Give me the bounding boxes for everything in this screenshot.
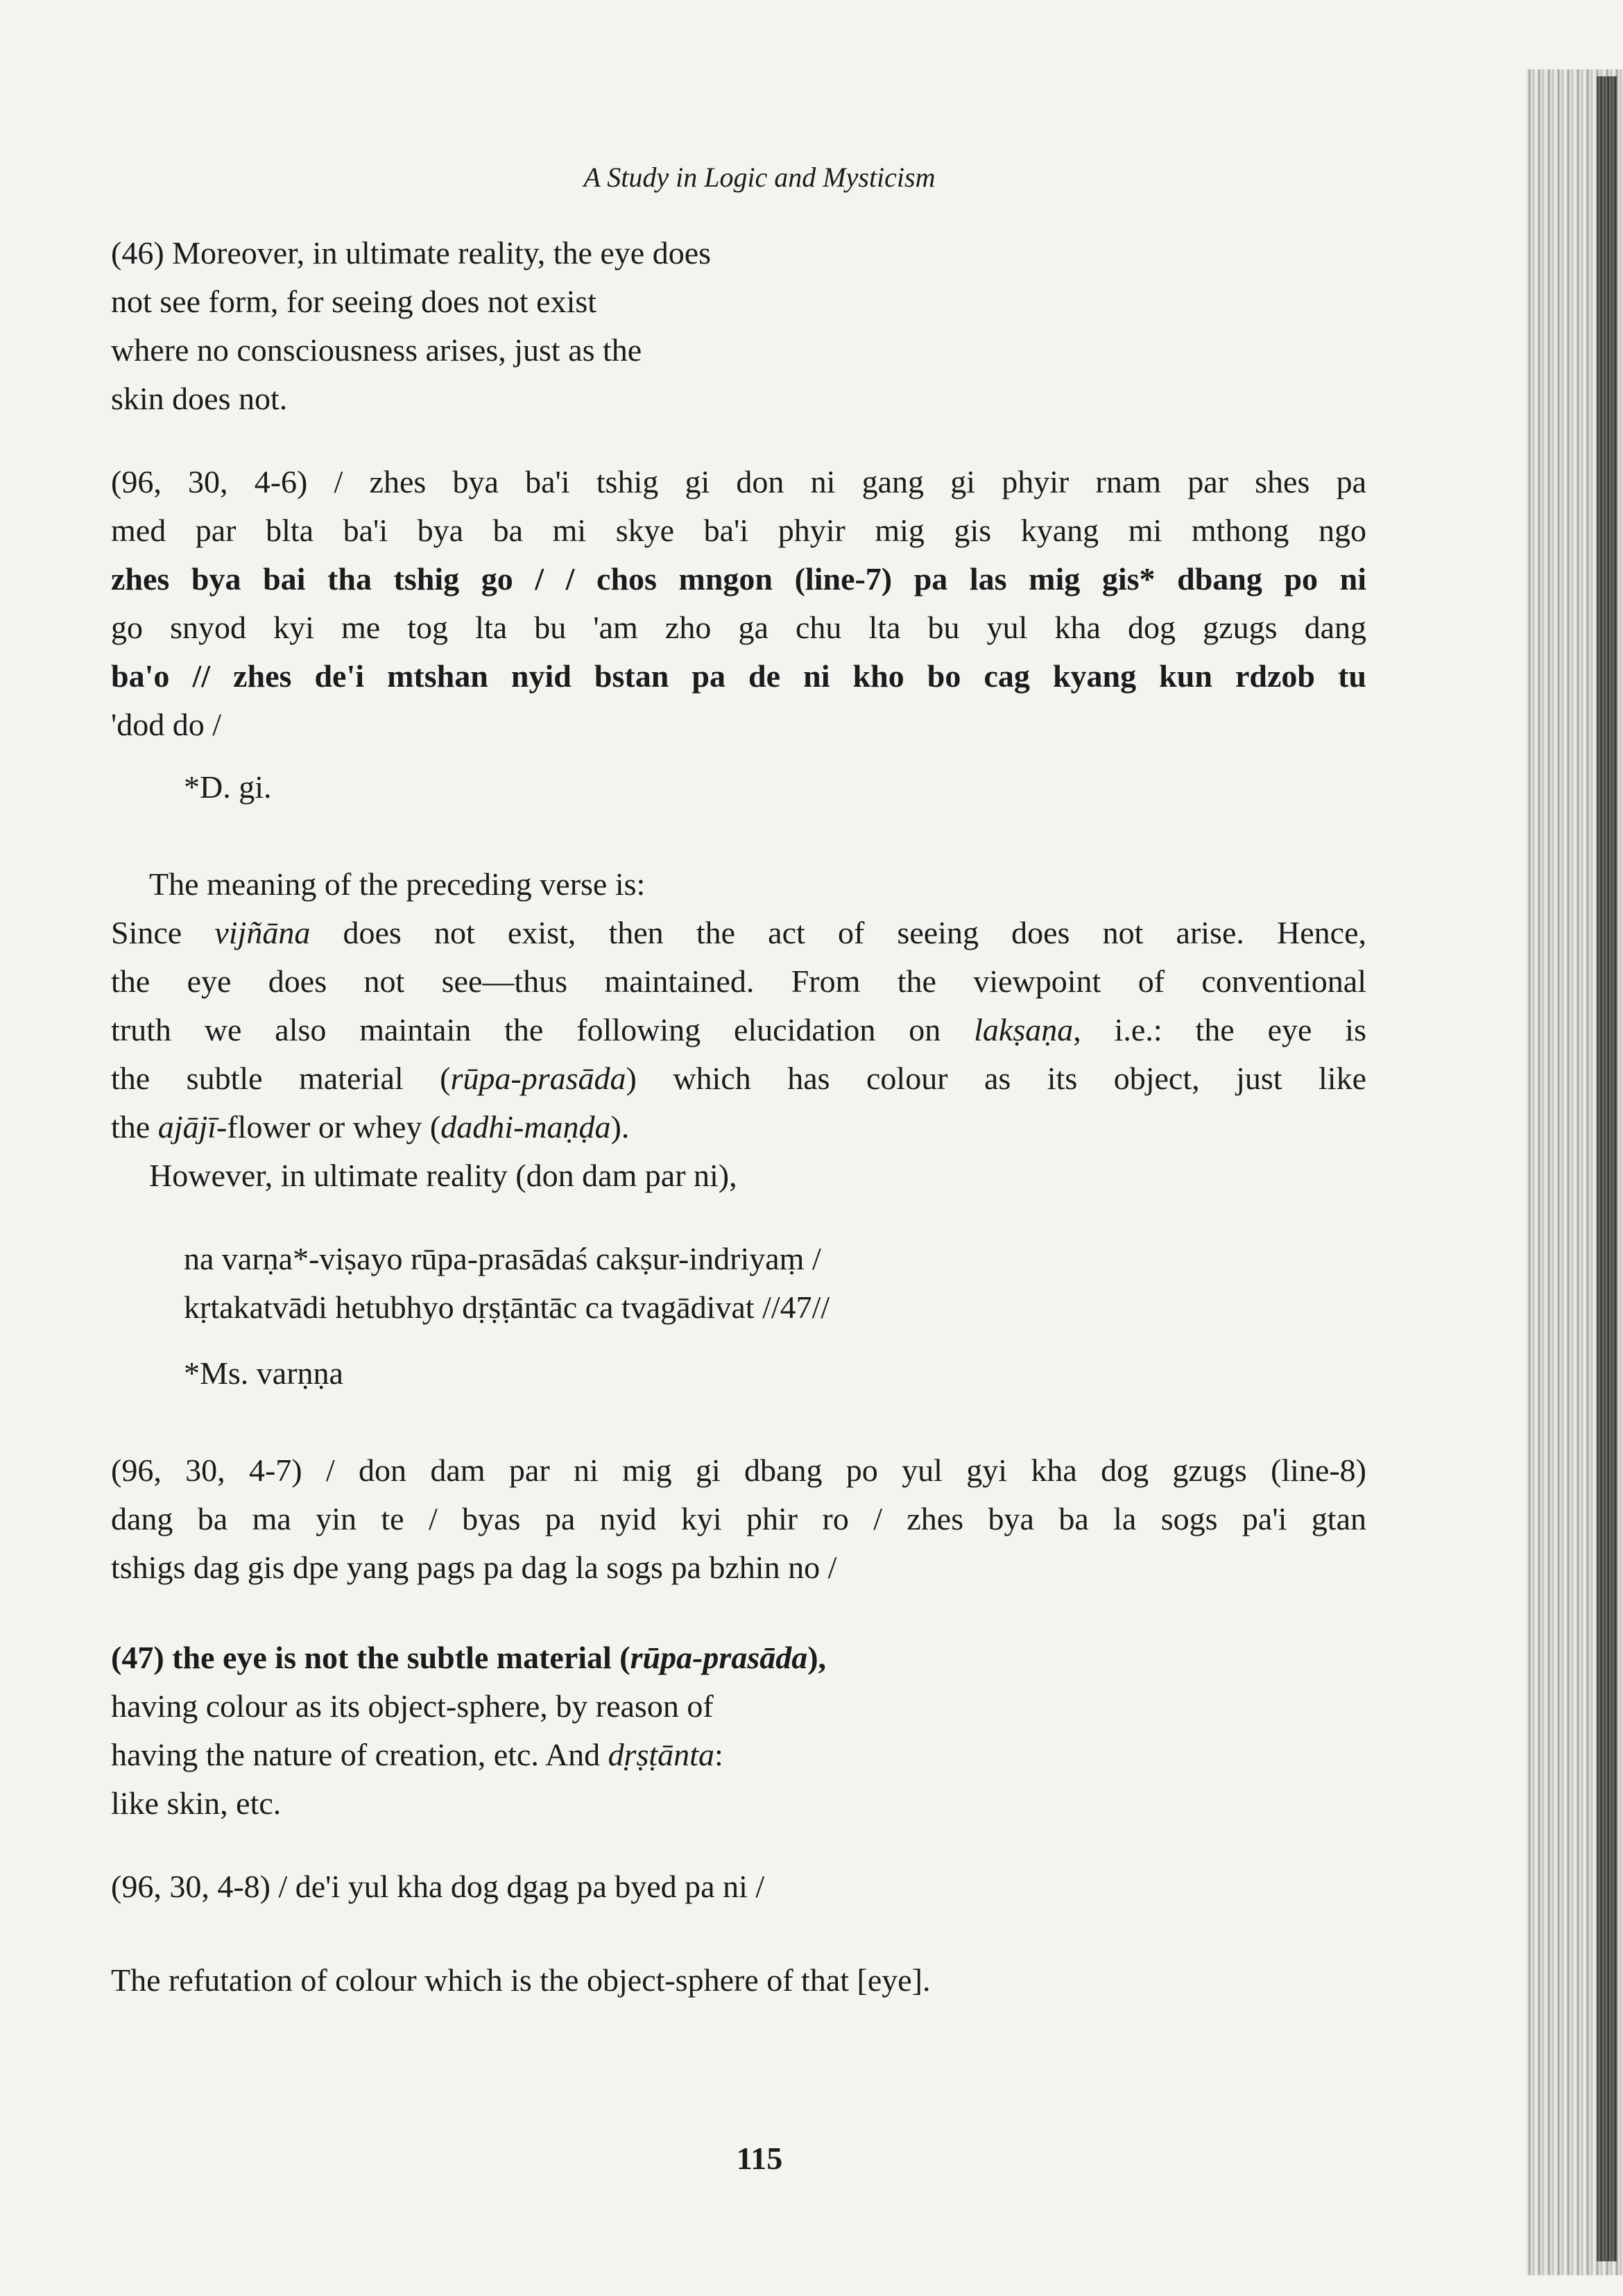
sanskrit-line: kṛtakatvādi hetubhyo dṛṣṭāntāc ca tvagādivat //47// bbox=[184, 1290, 830, 1325]
verse-47-line: like skin, etc. bbox=[111, 1785, 282, 1821]
tibetan-passage-1 bbox=[111, 458, 1366, 749]
footnote-1: *D. gi. bbox=[184, 769, 272, 805]
book-spine-edge bbox=[1597, 76, 1617, 2261]
verse-46-line: skin does not. bbox=[111, 381, 288, 416]
meaning-line: truth we also maintain the following elucidation on lakṣaṇa, i.e.: the eye is bbox=[111, 1012, 1366, 1047]
meaning-line: However, in ultimate reality (don dam par ni), bbox=[149, 1158, 737, 1193]
tibetan-line: tshigs dag gis dpe yang pags pa dag la sogs pa bzhin no / bbox=[111, 1550, 837, 1585]
meaning-line: the eye does not see—thus maintained. From the viewpoint of conventional bbox=[111, 963, 1366, 999]
sanskrit-line: na varṇa*-viṣayo rūpa-prasādaś cakṣur-indriyaṃ / bbox=[184, 1241, 821, 1276]
running-head: A Study in Logic and Mysticism bbox=[583, 162, 936, 193]
tibetan-line: med par blta ba'i bya ba mi skye ba'i phyir mig gis kyang mi mthong ngo bbox=[111, 513, 1366, 548]
tibetan-line: (96, 30, 4-7) / don dam par ni mig gi dbang po yul gyi kha dog gzugs (line-8) bbox=[111, 1453, 1366, 1488]
meaning-line: Since vijñāna does not exist, then the act of seeing does not arise. Hence, bbox=[111, 915, 1366, 950]
meaning-line: the ajājī-flower or whey (dadhi-maṇḍa). bbox=[111, 1109, 630, 1145]
meaning-line: The meaning of the preceding verse is: bbox=[149, 866, 646, 902]
tibetan-line: zhes bya bai tha tshig go / / chos mngon (line-7) pa las mig gis* dbang po ni bbox=[111, 561, 1366, 597]
verse-47 bbox=[111, 1634, 826, 1828]
tibetan-line: (96, 30, 4-6) / zhes bya ba'i tshig gi don ni gang gi phyir rnam par shes pa bbox=[111, 464, 1366, 499]
page-number: 115 bbox=[736, 2141, 783, 2176]
tibetan-passage-2 bbox=[111, 1446, 1366, 1592]
verse-46-line: (46) Moreover, in ultimate reality, the eye does bbox=[111, 235, 712, 271]
tibetan-line: ba'o // zhes de'i mtshan nyid bstan pa de ni kho bo cag kyang kun rdzob tu bbox=[111, 658, 1366, 694]
verse-46-line: where no consciousness arises, just as the bbox=[111, 332, 642, 368]
verse-47-line: having colour as its object-sphere, by reason of bbox=[111, 1688, 714, 1724]
verse-47-line: (47) the eye is not the subtle material (rūpa-prasāda), bbox=[111, 1640, 827, 1675]
tibetan-line: go snyod kyi me tog lta bu 'am zho ga chu lta bu yul kha dog gzugs dang bbox=[111, 610, 1366, 645]
tibetan-line: dang ba ma yin te / byas pa nyid kyi phir ro / zhes bya ba la sogs pa'i gtan bbox=[111, 1501, 1366, 1536]
meaning-paragraph bbox=[111, 860, 1366, 1200]
verse-46-line: not see form, for seeing does not exist bbox=[111, 284, 597, 319]
tibetan-passage-3: (96, 30, 4-8) / de'i yul kha dog dgag pa byed pa ni / bbox=[111, 1869, 765, 1904]
verse-47-line: having the nature of creation, etc. And dṛṣṭānta: bbox=[111, 1737, 723, 1772]
refutation-line: The refutation of colour which is the object-sphere of that [eye]. bbox=[111, 1962, 931, 1998]
meaning-line: the subtle material (rūpa-prasāda) which has colour as its object, just like bbox=[111, 1061, 1366, 1096]
tibetan-line: 'dod do / bbox=[111, 707, 222, 742]
sanskrit-verse-47 bbox=[184, 1235, 830, 1332]
footnote-2: *Ms. varṇṇa bbox=[184, 1355, 343, 1391]
verse-46 bbox=[111, 229, 711, 423]
